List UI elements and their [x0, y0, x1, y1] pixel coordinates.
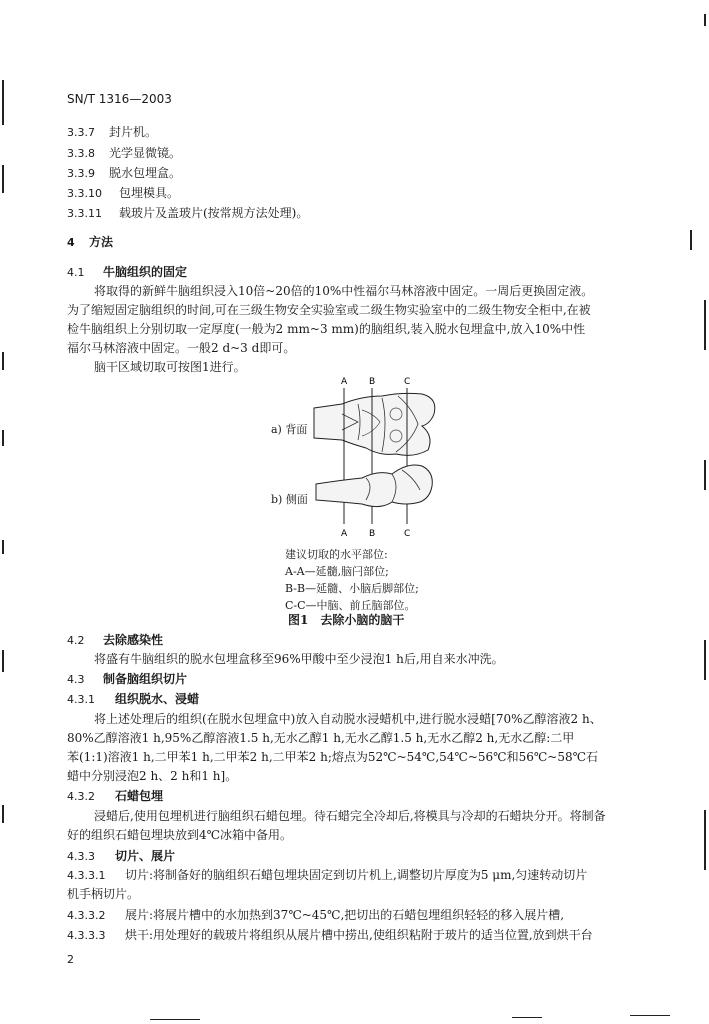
subsection-heading: [67, 849, 176, 863]
item-text: 光学显微镜。: [109, 146, 182, 160]
item-text: 载玻片及盖玻片(按常规方法处理)。: [119, 206, 309, 220]
clause: [67, 908, 565, 922]
figure-legend-line: B-B—延髓、小脑后脚部位;: [285, 582, 419, 595]
cut-label-b-top: B: [369, 377, 376, 387]
item-number: 3.3.10: [67, 187, 102, 200]
cut-label-a-top: A: [341, 377, 348, 387]
list-item: [67, 166, 182, 180]
scan-mark: [2, 540, 4, 554]
paragraph-line: 好的组织石蜡包埋块放到4℃冰箱中备用。: [67, 828, 293, 842]
scan-mark: [2, 352, 4, 370]
section-number: 4: [67, 236, 75, 249]
scan-mark: [704, 460, 706, 490]
figure-legend-line: A-A—延髓,脑闩部位;: [285, 565, 389, 578]
subsection-heading: [67, 672, 188, 686]
item-number: 3.3.8: [67, 147, 95, 160]
paragraph-line: 苯(1:1)溶液1 h,二甲苯1 h,二甲苯2 h,二甲苯2 h;熔点为52℃~54℃,54℃~56℃和56℃~58℃石: [67, 750, 599, 764]
scan-mark: [630, 1015, 670, 1016]
clause-number: 4.3.3.3: [67, 929, 106, 942]
paragraph-line: 烘干:用处理好的载玻片将组织从展片槽中捞出,使组织粘附于玻片的适当位置,放到烘干台: [125, 928, 593, 942]
paragraph-line: 检牛脑组织上分别切取一定厚度(一般为2 mm~3 mm)的脑组织,装入脱水包埋盒中,放入10%中性: [67, 322, 586, 336]
paragraph-line: 切片:将制备好的脑组织石蜡包埋块固定到切片机上,调整切片厚度为5 μm,匀速转动切片: [125, 868, 588, 882]
document-number: SN/T 1316—2003: [67, 92, 172, 106]
brainstem-drawing: [262, 374, 452, 539]
paragraph-line: 将取得的新鲜牛脑组织浸入10倍~20倍的10%中性福尔马林溶液中固定。一周后更换固定液。: [94, 284, 594, 298]
scan-mark: [704, 14, 706, 26]
list-item: [67, 206, 309, 220]
subsection-heading: [67, 789, 164, 803]
paragraph-line: 机手柄切片。: [67, 887, 140, 901]
dorsal-view-label: a) 背面: [271, 423, 308, 436]
subsection-heading: [67, 633, 164, 647]
scan-mark: [150, 1019, 200, 1020]
page-number: 2: [67, 953, 74, 966]
subsection-title: 制备脑组织切片: [103, 672, 188, 686]
paragraph-line: 蜡中分别浸泡2 h、2 h和1 h]。: [67, 769, 238, 783]
section-heading: [67, 235, 114, 249]
figure-legend-line: C-C—中脑、前丘脑部位。: [285, 599, 416, 612]
item-text: 封片机。: [109, 125, 158, 139]
scan-mark: [2, 165, 4, 193]
lateral-view-label: b) 侧面: [271, 493, 308, 506]
scan-mark: [2, 80, 4, 125]
scan-mark: [704, 640, 706, 680]
paragraph-line: 福尔马林溶液中固定。一般2 d~3 d即可。: [67, 341, 296, 355]
subsection-title: 去除感染性: [103, 633, 164, 647]
scan-mark: [2, 650, 4, 672]
subsection-number: 4.3.1: [67, 693, 95, 706]
scan-mark: [2, 430, 4, 446]
paragraph-line: 浸蜡后,使用包埋机进行脑组织石蜡包埋。待石蜡完全冷却后,将模具与冷却的石蜡块分开。将制备: [94, 809, 606, 823]
scan-mark: [2, 805, 4, 823]
scan-mark: [512, 1017, 542, 1018]
cut-label-c-top: C: [404, 377, 411, 387]
list-item: [67, 125, 158, 139]
cut-label-b-bottom: B: [369, 529, 376, 539]
subsection-number: 4.2: [67, 634, 85, 647]
subsection-heading: [67, 265, 188, 279]
paragraph-line: 展片:将展片槽中的水加热到37℃~45℃,把切出的石蜡包埋组织轻轻的移入展片槽,: [125, 908, 565, 922]
figure-caption: 图1 去除小脑的脑干: [288, 613, 405, 627]
clause-number: 4.3.3.1: [67, 869, 106, 882]
subsection-title: 石蜡包埋: [115, 789, 164, 803]
subsection-number: 4.3: [67, 673, 85, 686]
list-item: [67, 186, 180, 200]
scan-mark: [704, 300, 706, 350]
subsection-title: 牛脑组织的固定: [103, 265, 188, 279]
subsection-title: 切片、展片: [115, 849, 176, 863]
item-text: 包埋模具。: [119, 186, 180, 200]
subsection-heading: [67, 692, 200, 706]
paragraph-line: 80%乙醇溶液1 h,95%乙醇溶液1.5 h,无水乙醇1 h,无水乙醇1.5 h,无水乙醇2 h,无水乙醇:二甲: [67, 731, 575, 745]
subsection-title: 组织脱水、浸蜡: [115, 692, 200, 706]
subsection-number: 4.3.2: [67, 790, 95, 803]
paragraph-line: 将上述处理后的组织(在脱水包埋盒中)放入自动脱水浸蜡机中,进行脱水浸蜡[70%乙醇溶液2 h、: [94, 712, 602, 726]
clause: [67, 868, 588, 882]
subsection-number: 4.1: [67, 266, 85, 279]
item-number: 3.3.9: [67, 167, 95, 180]
scan-mark: [704, 810, 706, 870]
cut-label-a-bottom: A: [341, 529, 348, 539]
paragraph-line: 为了缩短固定脑组织的时间,可在三级生物安全实验室或二级生物实验室中的二级生物安全柜中,在被: [67, 303, 591, 317]
figure-legend-line: 建议切取的水平部位:: [285, 548, 388, 561]
cut-label-c-bottom: C: [404, 529, 411, 539]
paragraph-line: 脑干区域切取可按图1进行。: [94, 360, 246, 374]
section-title: 方法: [89, 235, 114, 249]
brainstem-figure: [262, 374, 452, 539]
item-text: 脱水包埋盒。: [109, 166, 182, 180]
list-item: [67, 146, 182, 160]
clause-number: 4.3.3.2: [67, 909, 106, 922]
item-number: 3.3.11: [67, 207, 102, 220]
paragraph-line: 将盛有牛脑组织的脱水包埋盒移至96%甲酸中至少浸泡1 h后,用自来水冲洗。: [94, 652, 504, 666]
scan-mark: [690, 230, 692, 250]
subsection-number: 4.3.3: [67, 850, 95, 863]
clause: [67, 928, 593, 942]
item-number: 3.3.7: [67, 126, 95, 139]
